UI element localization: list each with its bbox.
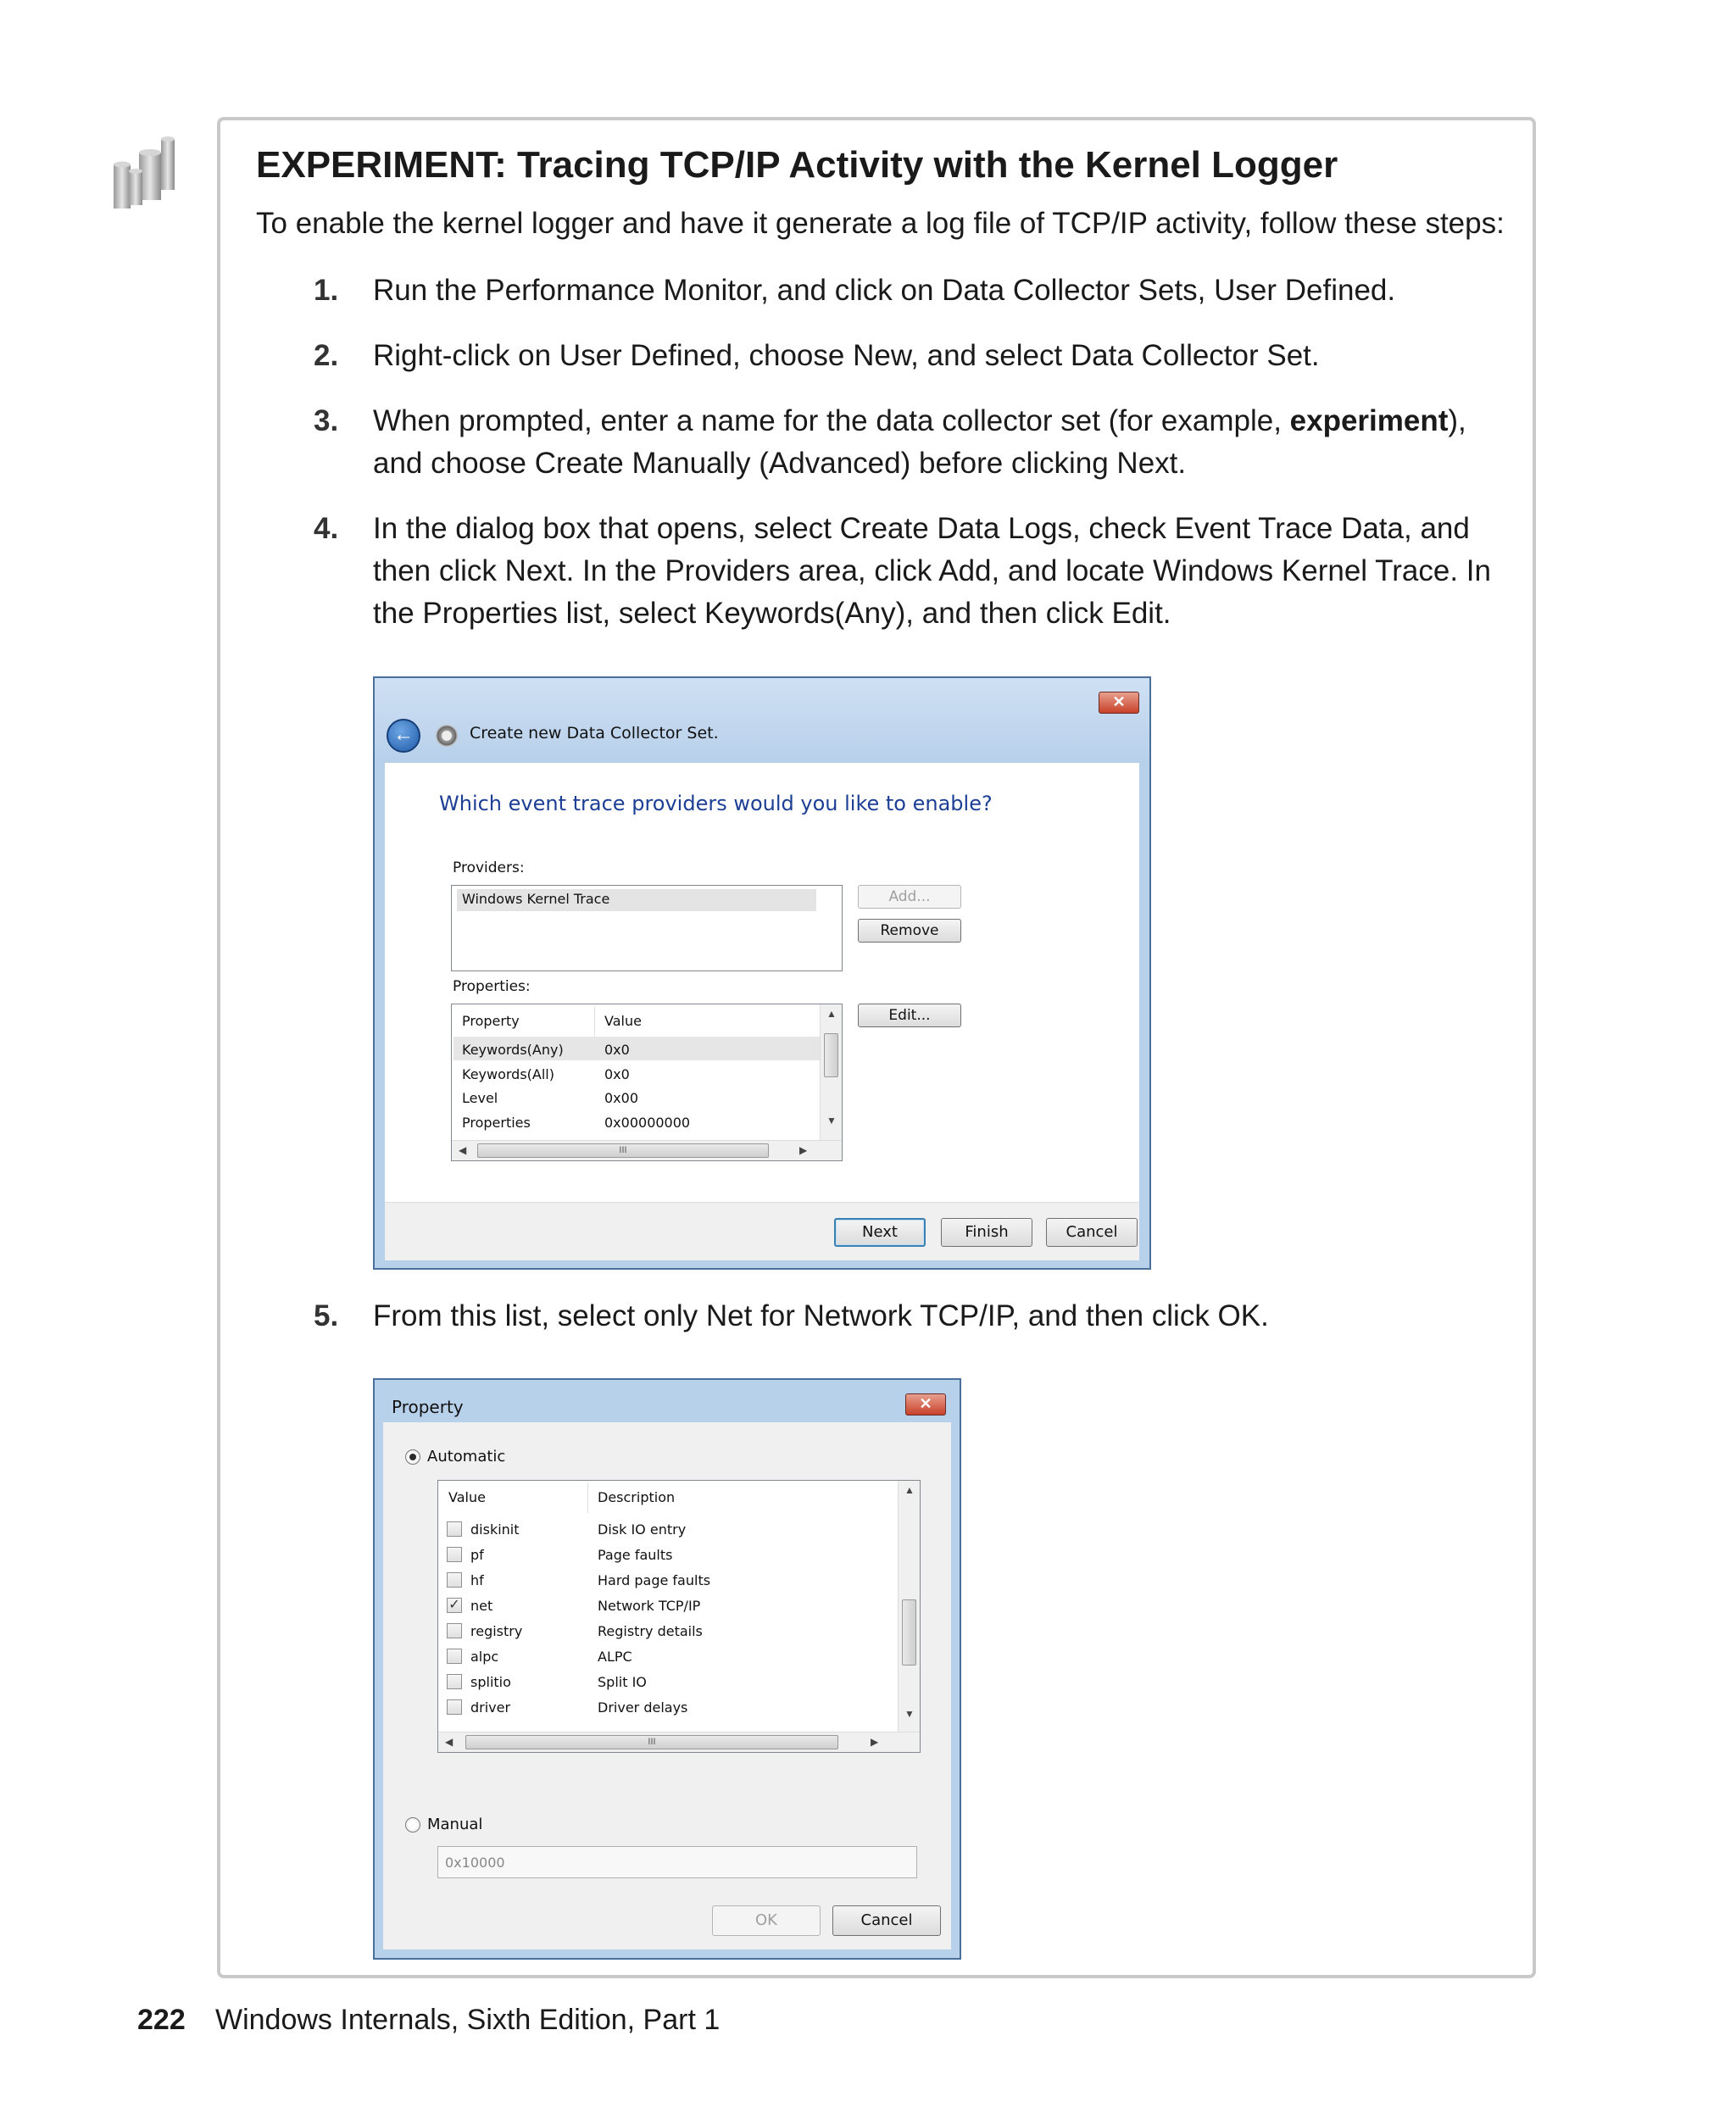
dialog-content — [383, 1422, 951, 1949]
page-number: 222 — [137, 2004, 186, 2036]
step-text: Run the Performance Monitor, and click on Data Collector Sets, User Defined. — [373, 274, 1396, 307]
step-emphasis: experiment — [1289, 404, 1449, 437]
ok-button[interactable]: OK — [712, 1905, 821, 1936]
create-data-collector-set-dialog — [373, 676, 1151, 1270]
step-text: Right-click on User Defined, choose New, and select Data Collector Set. — [373, 339, 1320, 372]
scroll-thumb[interactable]: III — [465, 1735, 838, 1749]
scroll-thumb[interactable]: III — [477, 1143, 769, 1158]
column-header-property[interactable]: Property — [462, 1013, 520, 1029]
column-header-value[interactable]: Value — [604, 1013, 642, 1029]
horizontal-scrollbar[interactable] — [452, 1140, 842, 1160]
dialog-caption: Create new Data Collector Set. — [470, 724, 719, 742]
step-number: 5. — [314, 1299, 339, 1332]
scroll-thumb[interactable] — [902, 1599, 916, 1666]
scroll-down-icon[interactable]: ▼ — [904, 1708, 915, 1720]
remove-button[interactable]: Remove — [858, 919, 961, 943]
properties-list[interactable] — [451, 1004, 843, 1161]
table-cell: Hard page faults — [598, 1572, 711, 1588]
scroll-up-icon[interactable]: ▲ — [826, 1008, 837, 1020]
manual-radio[interactable] — [405, 1817, 420, 1833]
checkbox[interactable] — [447, 1623, 462, 1638]
table-cell: Level — [462, 1090, 498, 1106]
providers-list[interactable] — [451, 885, 843, 971]
close-icon[interactable]: ✕ — [1099, 692, 1139, 714]
column-header-description[interactable]: Description — [598, 1489, 676, 1505]
table-cell: 0x00000000 — [604, 1115, 691, 1131]
experiment-intro: To enable the kernel logger and have it generate a log file of TCP/IP activity, follow these steps: — [256, 207, 1505, 240]
step-number: 1. — [314, 274, 339, 307]
table-cell: alpc — [470, 1649, 499, 1665]
manual-value-field[interactable] — [437, 1846, 917, 1878]
scroll-down-icon[interactable]: ▼ — [826, 1115, 837, 1126]
experiment-cylinders-icon — [110, 134, 185, 212]
keywords-list[interactable] — [437, 1480, 921, 1753]
step-text: In the dialog box that opens, select Create Data Logs, check Event Trace Data, and — [373, 512, 1470, 545]
scroll-up-icon[interactable]: ▲ — [904, 1484, 915, 1496]
automatic-label: Automatic — [427, 1448, 506, 1466]
step-text: From this list, select only Net for Network TCP/IP, and then click OK. — [373, 1299, 1269, 1332]
provider-name: Windows Kernel Trace — [462, 891, 610, 907]
vertical-scrollbar[interactable] — [898, 1481, 920, 1732]
dialog-caption: Property — [392, 1397, 464, 1417]
checkbox[interactable] — [447, 1521, 462, 1537]
dialog-title-bar — [375, 678, 1149, 763]
horizontal-scrollbar[interactable] — [438, 1732, 920, 1752]
checkbox[interactable] — [447, 1674, 462, 1689]
cancel-button[interactable]: Cancel — [1046, 1218, 1138, 1247]
checkbox[interactable] — [447, 1547, 462, 1562]
checkbox[interactable] — [447, 1572, 462, 1588]
table-cell: diskinit — [470, 1521, 520, 1538]
dialog-content — [385, 763, 1139, 1202]
scroll-right-icon[interactable]: ▶ — [799, 1144, 808, 1156]
table-cell: 0x0 — [604, 1042, 630, 1058]
table-cell: Keywords(Any) — [462, 1042, 564, 1058]
table-cell: Network TCP/IP — [598, 1598, 701, 1614]
dialog-button-bar — [385, 1202, 1139, 1260]
table-cell: pf — [470, 1547, 484, 1563]
table-cell: Page faults — [598, 1547, 673, 1563]
table-cell: hf — [470, 1572, 484, 1588]
data-collector-icon — [436, 725, 458, 747]
checkbox-checked[interactable]: ✓ — [447, 1598, 462, 1613]
experiment-title: EXPERIMENT: Tracing TCP/IP Activity with the Kernel Logger — [256, 144, 1338, 186]
table-cell: splitio — [470, 1674, 511, 1690]
scroll-right-icon[interactable]: ▶ — [871, 1736, 879, 1748]
table-cell: driver — [470, 1699, 511, 1716]
table-cell: 0x00 — [604, 1090, 639, 1106]
providers-label: Providers: — [453, 859, 525, 876]
step-text: When prompted, enter a name for the data collector set (for example, — [373, 404, 1290, 437]
add-button[interactable]: Add... — [858, 885, 961, 909]
table-cell: 0x0 — [604, 1066, 630, 1082]
close-icon[interactable]: ✕ — [905, 1393, 946, 1415]
finish-button[interactable]: Finish — [941, 1218, 1032, 1247]
scroll-left-icon[interactable]: ◀ — [459, 1144, 467, 1156]
property-dialog — [373, 1378, 961, 1960]
cancel-button[interactable]: Cancel — [832, 1905, 941, 1936]
edit-button[interactable]: Edit... — [858, 1004, 961, 1027]
step-text: ), — [1448, 404, 1466, 437]
step-text: and choose Create Manually (Advanced) before clicking Next. — [373, 447, 1187, 480]
checkbox[interactable] — [447, 1699, 462, 1715]
table-cell: Properties — [462, 1115, 531, 1131]
step-number: 2. — [314, 339, 339, 372]
step-number: 4. — [314, 512, 339, 545]
scroll-thumb[interactable] — [824, 1033, 838, 1077]
checkbox[interactable] — [447, 1649, 462, 1664]
table-cell: registry — [470, 1623, 523, 1639]
column-header-value[interactable]: Value — [448, 1489, 486, 1505]
next-button[interactable]: Next — [834, 1218, 926, 1247]
vertical-scrollbar[interactable] — [820, 1004, 842, 1140]
manual-label: Manual — [427, 1816, 483, 1833]
scroll-left-icon[interactable]: ◀ — [445, 1736, 453, 1748]
automatic-radio[interactable] — [405, 1449, 420, 1465]
step-number: 3. — [314, 404, 339, 437]
table-cell: Registry details — [598, 1623, 703, 1639]
step-text: the Properties list, select Keywords(Any), and then click Edit. — [373, 597, 1171, 630]
back-arrow-icon[interactable]: ← — [387, 719, 420, 753]
book-title: Windows Internals, Sixth Edition, Part 1 — [215, 2004, 721, 2036]
table-cell: Driver delays — [598, 1699, 688, 1716]
table-cell: net — [470, 1598, 493, 1614]
table-cell: ALPC — [598, 1649, 632, 1665]
table-cell: Keywords(All) — [462, 1066, 554, 1082]
manual-value-text: 0x10000 — [445, 1855, 505, 1871]
properties-label: Properties: — [453, 978, 531, 995]
step-text: then click Next. In the Providers area, click Add, and locate Windows Kernel Trace. In — [373, 554, 1491, 587]
dialog-question: Which event trace providers would you like to enable? — [439, 792, 993, 815]
table-cell: Disk IO entry — [598, 1521, 687, 1538]
table-cell: Split IO — [598, 1674, 647, 1690]
